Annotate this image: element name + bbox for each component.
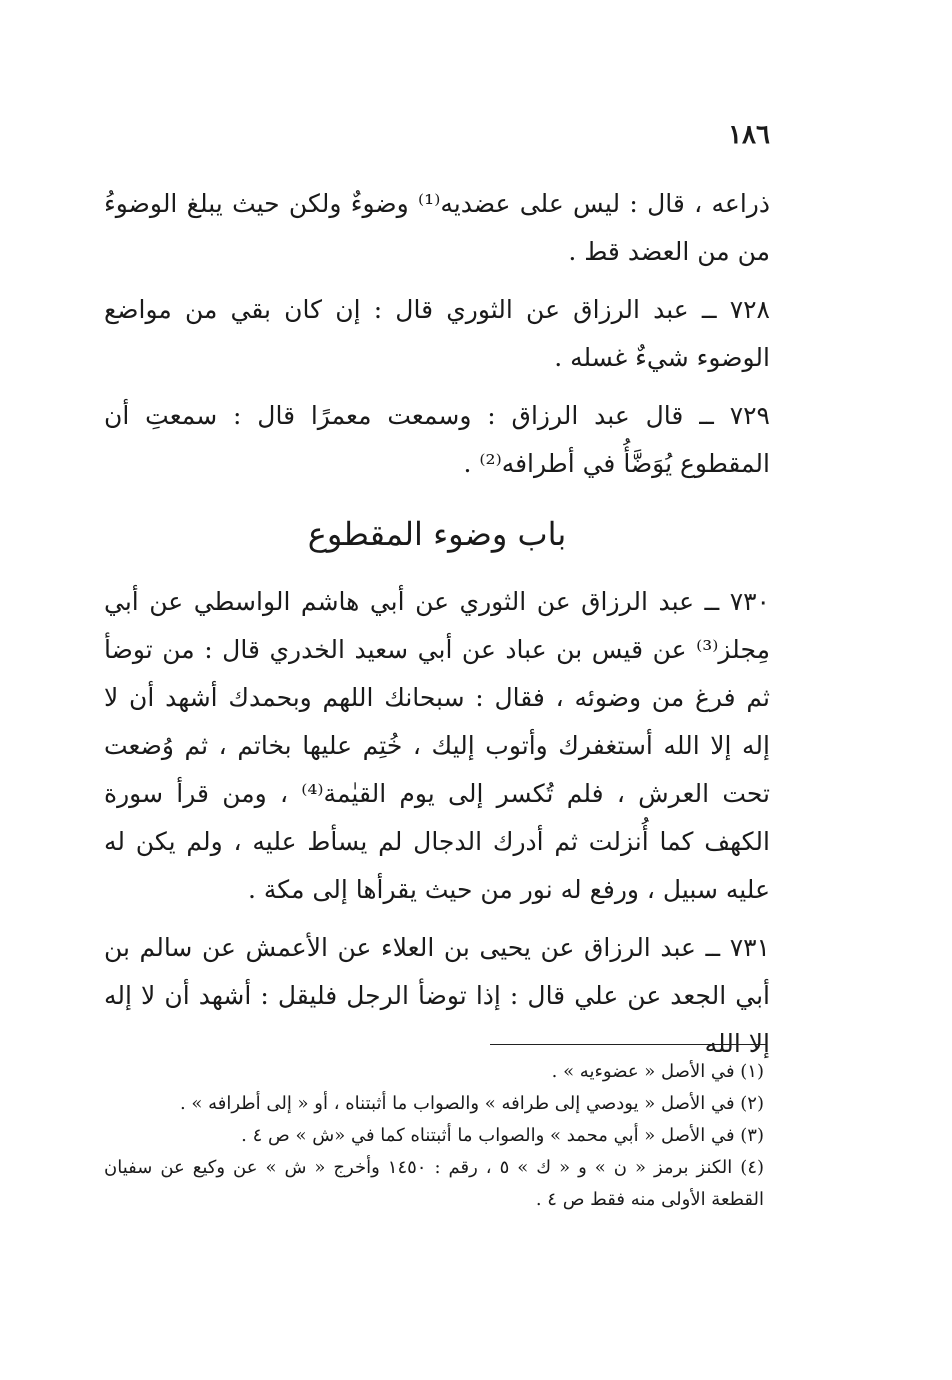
paragraph-730: ٧٣٠ ــ عبد الرزاق عن الثوري عن أبي هاشم الواسطي عن أبي مِجلز⁽³⁾ عن قيس بن عباد عن أبي سعيد الخدري قال : من توضأ ثم فرغ من وضوئه ، فقال : سبحانك اللهم وبحمدك أشهد أن لا إله إلا الله أستغفرك وأتوب إليك ، خُتِم عليها بخاتم ، ثم وُضعت تحت العرش ، فلم تُكسر إلى يوم القيٰمة⁽⁴⁾ ، ومن قرأ سورة الكهف كما أُنزلت ثم أدرك الدجال لم يسأط عليه ، ولم يكن له عليه سبيل ، ورفع له نور من حيث يقرأها إلى مكة . (104, 587, 770, 904)
footnote-3: (٣) في الأصل « أبي محمد » والصواب ما أثبتناه كما في «ش » ص ٤ . (241, 1125, 764, 1146)
page-number: ١٨٦ (728, 120, 770, 150)
footnotes (104, 1056, 764, 1216)
footnote-1: (١) في الأصل « عضوءيه » . (551, 1061, 764, 1082)
footnote-4: (٤) الكنز برمز « ن » و « ك » ٥ ، رقم : ١٤٥٠ وأخرج « ش » عن وكيع عن سفيان القطعة الأولى منه فقط ص ٤ . (104, 1157, 765, 1210)
main-text (104, 180, 770, 1078)
paragraph-729: ٧٢٩ ــ قال عبد الرزاق : وسمعت معمرًا قال : سمعتِ أن المقطوع يُوَضَّأُ في أطرافه⁽²⁾ . (104, 401, 770, 478)
chapter-heading: باب وضوء المقطوع (307, 515, 567, 553)
paragraph-731: ٧٣١ ــ عبد الرزاق عن يحيى بن العلاء عن الأعمش عن سالم بن أبي الجعد عن علي قال : إذا توضأ الرجل فليقل : أشهد أن لا إله إلا الله (104, 933, 770, 1058)
footnote-2: (٢) في الأصل « يودصي إلى طرافه » والصواب ما أثبتناه ، أو « إلى أطرافه » . (179, 1093, 764, 1114)
footnote-divider (490, 1044, 766, 1045)
paragraph-728: ٧٢٨ ــ عبد الرزاق عن الثوري قال : إن كان بقي من مواضع الوضوء شيءٌ غسله . (104, 295, 770, 372)
paragraph-forearm: ذراعه ، قال : ليس على عضديه⁽¹⁾ وضوءٌ ولكن حيث يبلغ الوضوءُ من من العضد قط . (104, 189, 770, 266)
